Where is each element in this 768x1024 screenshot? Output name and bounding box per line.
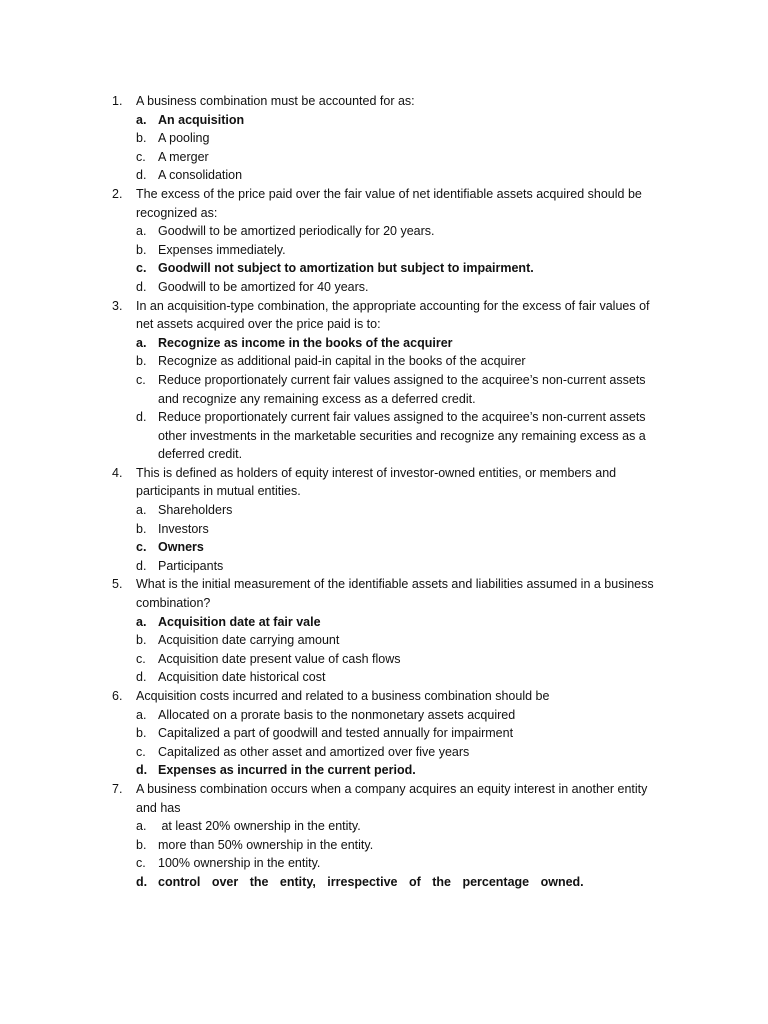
option-letter: a. [136,224,147,239]
option-5a [0,613,768,632]
option-letter: b. [136,521,147,536]
option-letter: b. [136,242,147,257]
option-3b [0,352,768,371]
option-letter: c. [136,372,146,387]
option-letter: d. [136,874,148,889]
option-text: Reduce proportionately current fair values assigned to the acquiree’s non-current assets and recognize any remaining excess as a deferred credit. [158,372,646,406]
option-text: Investors [158,521,209,536]
option-letter: b. [136,726,147,741]
option-letter: a. [136,112,147,127]
question-number: 3. [112,298,123,313]
option-letter: b. [136,131,147,146]
option-7d [0,873,768,892]
question-text: This is defined as holders of equity interest of investor-owned entities, or members and participants in mutual entities. [136,465,617,499]
question-number: 4. [112,465,123,480]
option-letter: d. [136,763,148,778]
option-6a [0,706,768,725]
option-text: Goodwill to be amortized periodically for 20 years. [158,224,435,239]
question-text: In an acquisition-type combination, the appropriate accounting for the excess of fair values of net assets acquired over the price paid is to: [136,298,650,332]
option-text: Goodwill to be amortized for 40 years. [158,279,369,294]
option-letter: a. [136,614,147,629]
option-3c [0,371,768,408]
option-6b [0,724,768,743]
option-text: Acquisition date historical cost [158,670,326,685]
option-6d [0,761,768,780]
option-text: Capitalized as other asset and amortized over five years [158,744,470,759]
question-number: 5. [112,577,123,592]
option-letter: c. [136,540,147,555]
option-letter: a. [136,503,147,518]
option-text: Owners [158,540,204,555]
option-letter: b. [136,354,147,369]
option-4d [0,557,768,576]
option-letter: a. [136,819,147,834]
question-number: 6. [112,689,123,703]
option-letter: c. [136,149,146,164]
option-letter: b. [136,633,147,648]
question-number: 1. [112,94,123,108]
question-4 [0,464,768,501]
question-5 [0,575,768,612]
option-5d [0,668,768,687]
option-letter: c. [136,261,147,276]
option-1c [0,148,768,167]
question-2 [0,185,768,222]
question-1 [0,92,768,111]
option-4c [0,538,768,557]
option-text: control over the entity, irrespective of the percentage owned. [158,874,584,889]
question-text: Acquisition costs incurred and related to a business combination should be [136,689,550,703]
option-text: Capitalized a part of goodwill and tested annually for impairment [158,726,514,741]
option-text: Expenses as incurred in the current period. [158,763,416,778]
option-letter: c. [136,744,146,759]
question-text: A business combination occurs when a company acquires an equity interest in another entity and has [136,781,648,815]
option-text: Recognize as income in the books of the acquirer [158,335,453,350]
option-3d [0,408,768,464]
option-letter: d. [136,168,147,183]
option-text: 100% ownership in the entity. [158,856,321,871]
question-list [0,92,768,892]
option-4b [0,520,768,539]
option-text: A merger [158,149,209,164]
option-text: Reduce proportionately current fair values assigned to the acquiree’s non-current assets other investments in the marketable securities and recognize any remaining excess as a deferred credit. [158,410,646,462]
option-2c [0,259,768,278]
option-text: Goodwill not subject to amortization but subject to impairment. [158,261,534,276]
option-letter: d. [136,558,147,573]
option-text: Acquisition date present value of cash flows [158,651,401,666]
option-2d [0,278,768,297]
option-5b [0,631,768,650]
question-number: 7. [112,781,123,796]
option-2a [0,222,768,241]
option-3a [0,334,768,353]
option-letter: c. [136,856,146,871]
question-text: The excess of the price paid over the fair value of net identifiable assets acquired should be recognized as: [136,186,642,220]
option-text: Acquisition date at fair vale [158,614,321,629]
question-7 [0,780,768,817]
option-text: Expenses immediately. [158,242,286,257]
option-7c [0,854,768,873]
option-text: Acquisition date carrying amount [158,633,340,648]
option-7a [0,817,768,836]
option-1d [0,166,768,185]
option-letter: d. [136,279,147,294]
question-6 [0,687,768,706]
option-4a [0,501,768,520]
option-letter: a. [136,707,147,722]
option-text: Recognize as additional paid-in capital in the books of the acquirer [158,354,526,369]
option-2b [0,241,768,260]
option-text: Shareholders [158,503,233,518]
option-letter: c. [136,651,146,666]
question-text: A business combination must be accounted for as: [136,94,415,108]
option-1a [0,111,768,130]
option-text: An acquisition [158,112,245,127]
option-text: A consolidation [158,168,243,183]
question-text: What is the initial measurement of the identifiable assets and liabilities assumed in a business combination? [136,577,654,611]
option-text: Participants [158,558,224,573]
option-text: A pooling [158,131,210,146]
option-6c [0,743,768,762]
option-5c [0,650,768,669]
option-text: more than 50% ownership in the entity. [158,837,374,852]
option-letter: b. [136,837,147,852]
option-letter: a. [136,335,147,350]
question-3 [0,297,768,334]
option-1b [0,129,768,148]
option-text: at least 20% ownership in the entity. [158,819,361,834]
option-text: Allocated on a prorate basis to the nonmonetary assets acquired [158,707,516,722]
option-7b [0,836,768,855]
option-letter: d. [136,410,147,425]
option-letter: d. [136,670,147,685]
question-number: 2. [112,186,123,201]
